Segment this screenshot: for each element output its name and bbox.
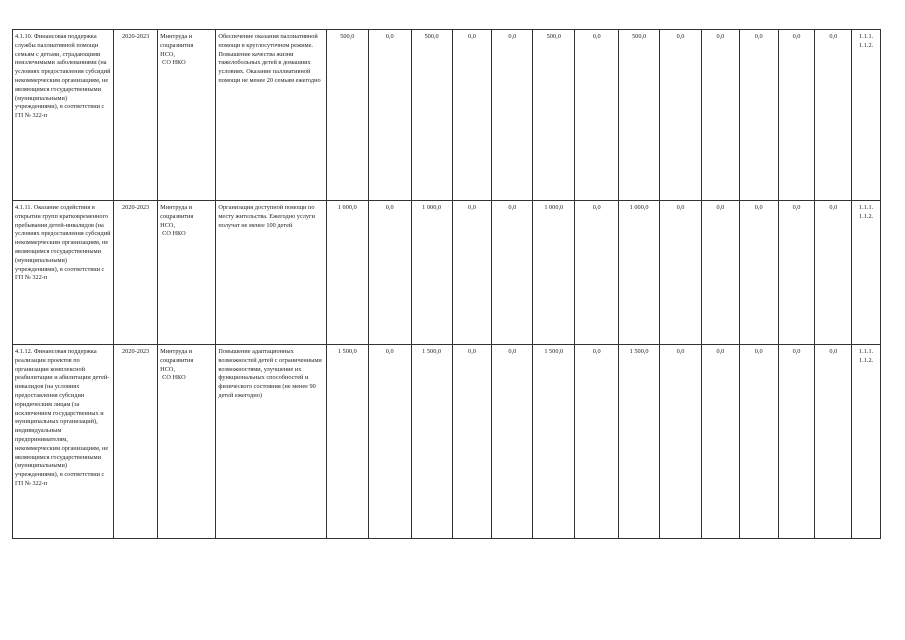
funding-value: 0,0 [815, 345, 852, 539]
funding-value: 0,0 [739, 30, 778, 201]
funding-value: 0,0 [575, 30, 619, 201]
indicator-code: 1.1.2. [859, 212, 874, 220]
funding-value: 0,0 [575, 201, 619, 345]
funding-value: 1 500,0 [411, 345, 452, 539]
implementation-period: 2020-2023 [114, 201, 158, 345]
funding-value: 0,0 [492, 30, 533, 201]
funding-value: 0,0 [701, 345, 739, 539]
funding-value: 0,0 [701, 201, 739, 345]
funding-value: 500,0 [326, 30, 368, 201]
activity-name: 4.1.10. Финансовая поддержка службы паллиативной помощи семьям с детьми, страдающими неизлечимыми заболеваниями (на условиях предоставления субсидий некоммерческим организациям, не являющимся государственными (муниципальными) учреждениями), в соответствии с ГП № 322-п [13, 30, 114, 201]
expected-result: Повышение адаптационных возможностей детей с ограниченными возможностями, улучшение их функциональных способностей и физического состояния (не менее 90 детей ежегодно) [216, 345, 326, 539]
executor-line: НСО, [160, 50, 176, 58]
funding-value: 500,0 [619, 30, 660, 201]
funding-value: 1 000,0 [411, 201, 452, 345]
executor-line: СО НКО [162, 374, 186, 382]
indicator-codes [852, 345, 881, 539]
executor-line: НСО, [160, 365, 176, 373]
funding-value: 0,0 [452, 201, 492, 345]
executor-line: Минтруда и соцразвития [160, 33, 194, 49]
funding-value: 0,0 [778, 201, 815, 345]
funding-value: 0,0 [778, 30, 815, 201]
indicator-codes [852, 201, 881, 345]
funding-value: 0,0 [739, 201, 778, 345]
funding-value: 1 500,0 [619, 345, 660, 539]
funding-value: 0,0 [368, 345, 411, 539]
funding-value: 1 500,0 [533, 345, 575, 539]
funding-value: 0,0 [778, 345, 815, 539]
indicator-code: 1.1.2. [859, 356, 874, 364]
funding-value: 1 000,0 [619, 201, 660, 345]
funding-value: 1 000,0 [533, 201, 575, 345]
executor-line: Минтруда и соцразвития [160, 348, 194, 364]
funding-value: 1 000,0 [326, 201, 368, 345]
funding-value: 500,0 [411, 30, 452, 201]
indicator-code: 1.1.2. [859, 41, 874, 49]
executor [158, 201, 216, 345]
expected-result: Организация доступной помощи по месту жительства. Ежегодно услуги получат не менее 100 детей [216, 201, 326, 345]
expected-result: Обеспечение оказания паллиативной помощи в круглосуточном режиме. Повышение качества жизни тяжелобольных детей в домашних условиях. Оказание паллиативной помощи не менее 20 семьям ежегодно [216, 30, 326, 201]
table-row [13, 30, 881, 201]
funding-value: 0,0 [368, 201, 411, 345]
implementation-period: 2020-2023 [114, 345, 158, 539]
funding-value: 0,0 [492, 345, 533, 539]
indicator-code: 1.1.1. [859, 33, 874, 40]
executor-line: НСО, [160, 221, 176, 229]
table-row [13, 201, 881, 345]
executor-line: Минтруда и соцразвития [160, 204, 194, 220]
implementation-period: 2020-2023 [114, 30, 158, 201]
activity-name: 4.1.11. Оказание содействия в открытии групп кратковременного пребывания детей-инвалидов (на условиях предоставления субсидий некоммерческим организациям, не являющимся государственными (муниципальными) учреждениями), в соответствии с ГП № 322-п [13, 201, 114, 345]
funding-value: 1 500,0 [326, 345, 368, 539]
indicator-code: 1.1.1. [859, 204, 874, 211]
funding-value: 0,0 [815, 201, 852, 345]
executor-line: СО НКО [162, 230, 186, 238]
indicator-code: 1.1.1. [859, 348, 874, 355]
funding-value: 0,0 [701, 30, 739, 201]
program-activities-table [12, 29, 881, 539]
funding-value: 0,0 [660, 30, 702, 201]
funding-value: 0,0 [452, 30, 492, 201]
funding-value: 0,0 [660, 345, 702, 539]
funding-value: 0,0 [368, 30, 411, 201]
funding-value: 0,0 [492, 201, 533, 345]
indicator-codes [852, 30, 881, 201]
funding-value: 0,0 [739, 345, 778, 539]
activity-name: 4.1.12. Финансовая поддержка реализации проектов по организации комплексной реабилитации и абилитации детей-инвалидов (на условиях предоставления субсидии юридическим лицам (за исключением государственных и муниципальных организаций), индивидуальным предпринимателям, некоммерческим организациям, не являющимся государственными (муниципальными) учреждениями), в соответствии с ГП № 322-п [13, 345, 114, 539]
funding-value: 0,0 [815, 30, 852, 201]
executor-line: СО НКО [162, 59, 186, 67]
table-row [13, 345, 881, 539]
funding-value: 0,0 [452, 345, 492, 539]
funding-value: 500,0 [533, 30, 575, 201]
executor [158, 345, 216, 539]
funding-value: 0,0 [575, 345, 619, 539]
funding-value: 0,0 [660, 201, 702, 345]
executor [158, 30, 216, 201]
